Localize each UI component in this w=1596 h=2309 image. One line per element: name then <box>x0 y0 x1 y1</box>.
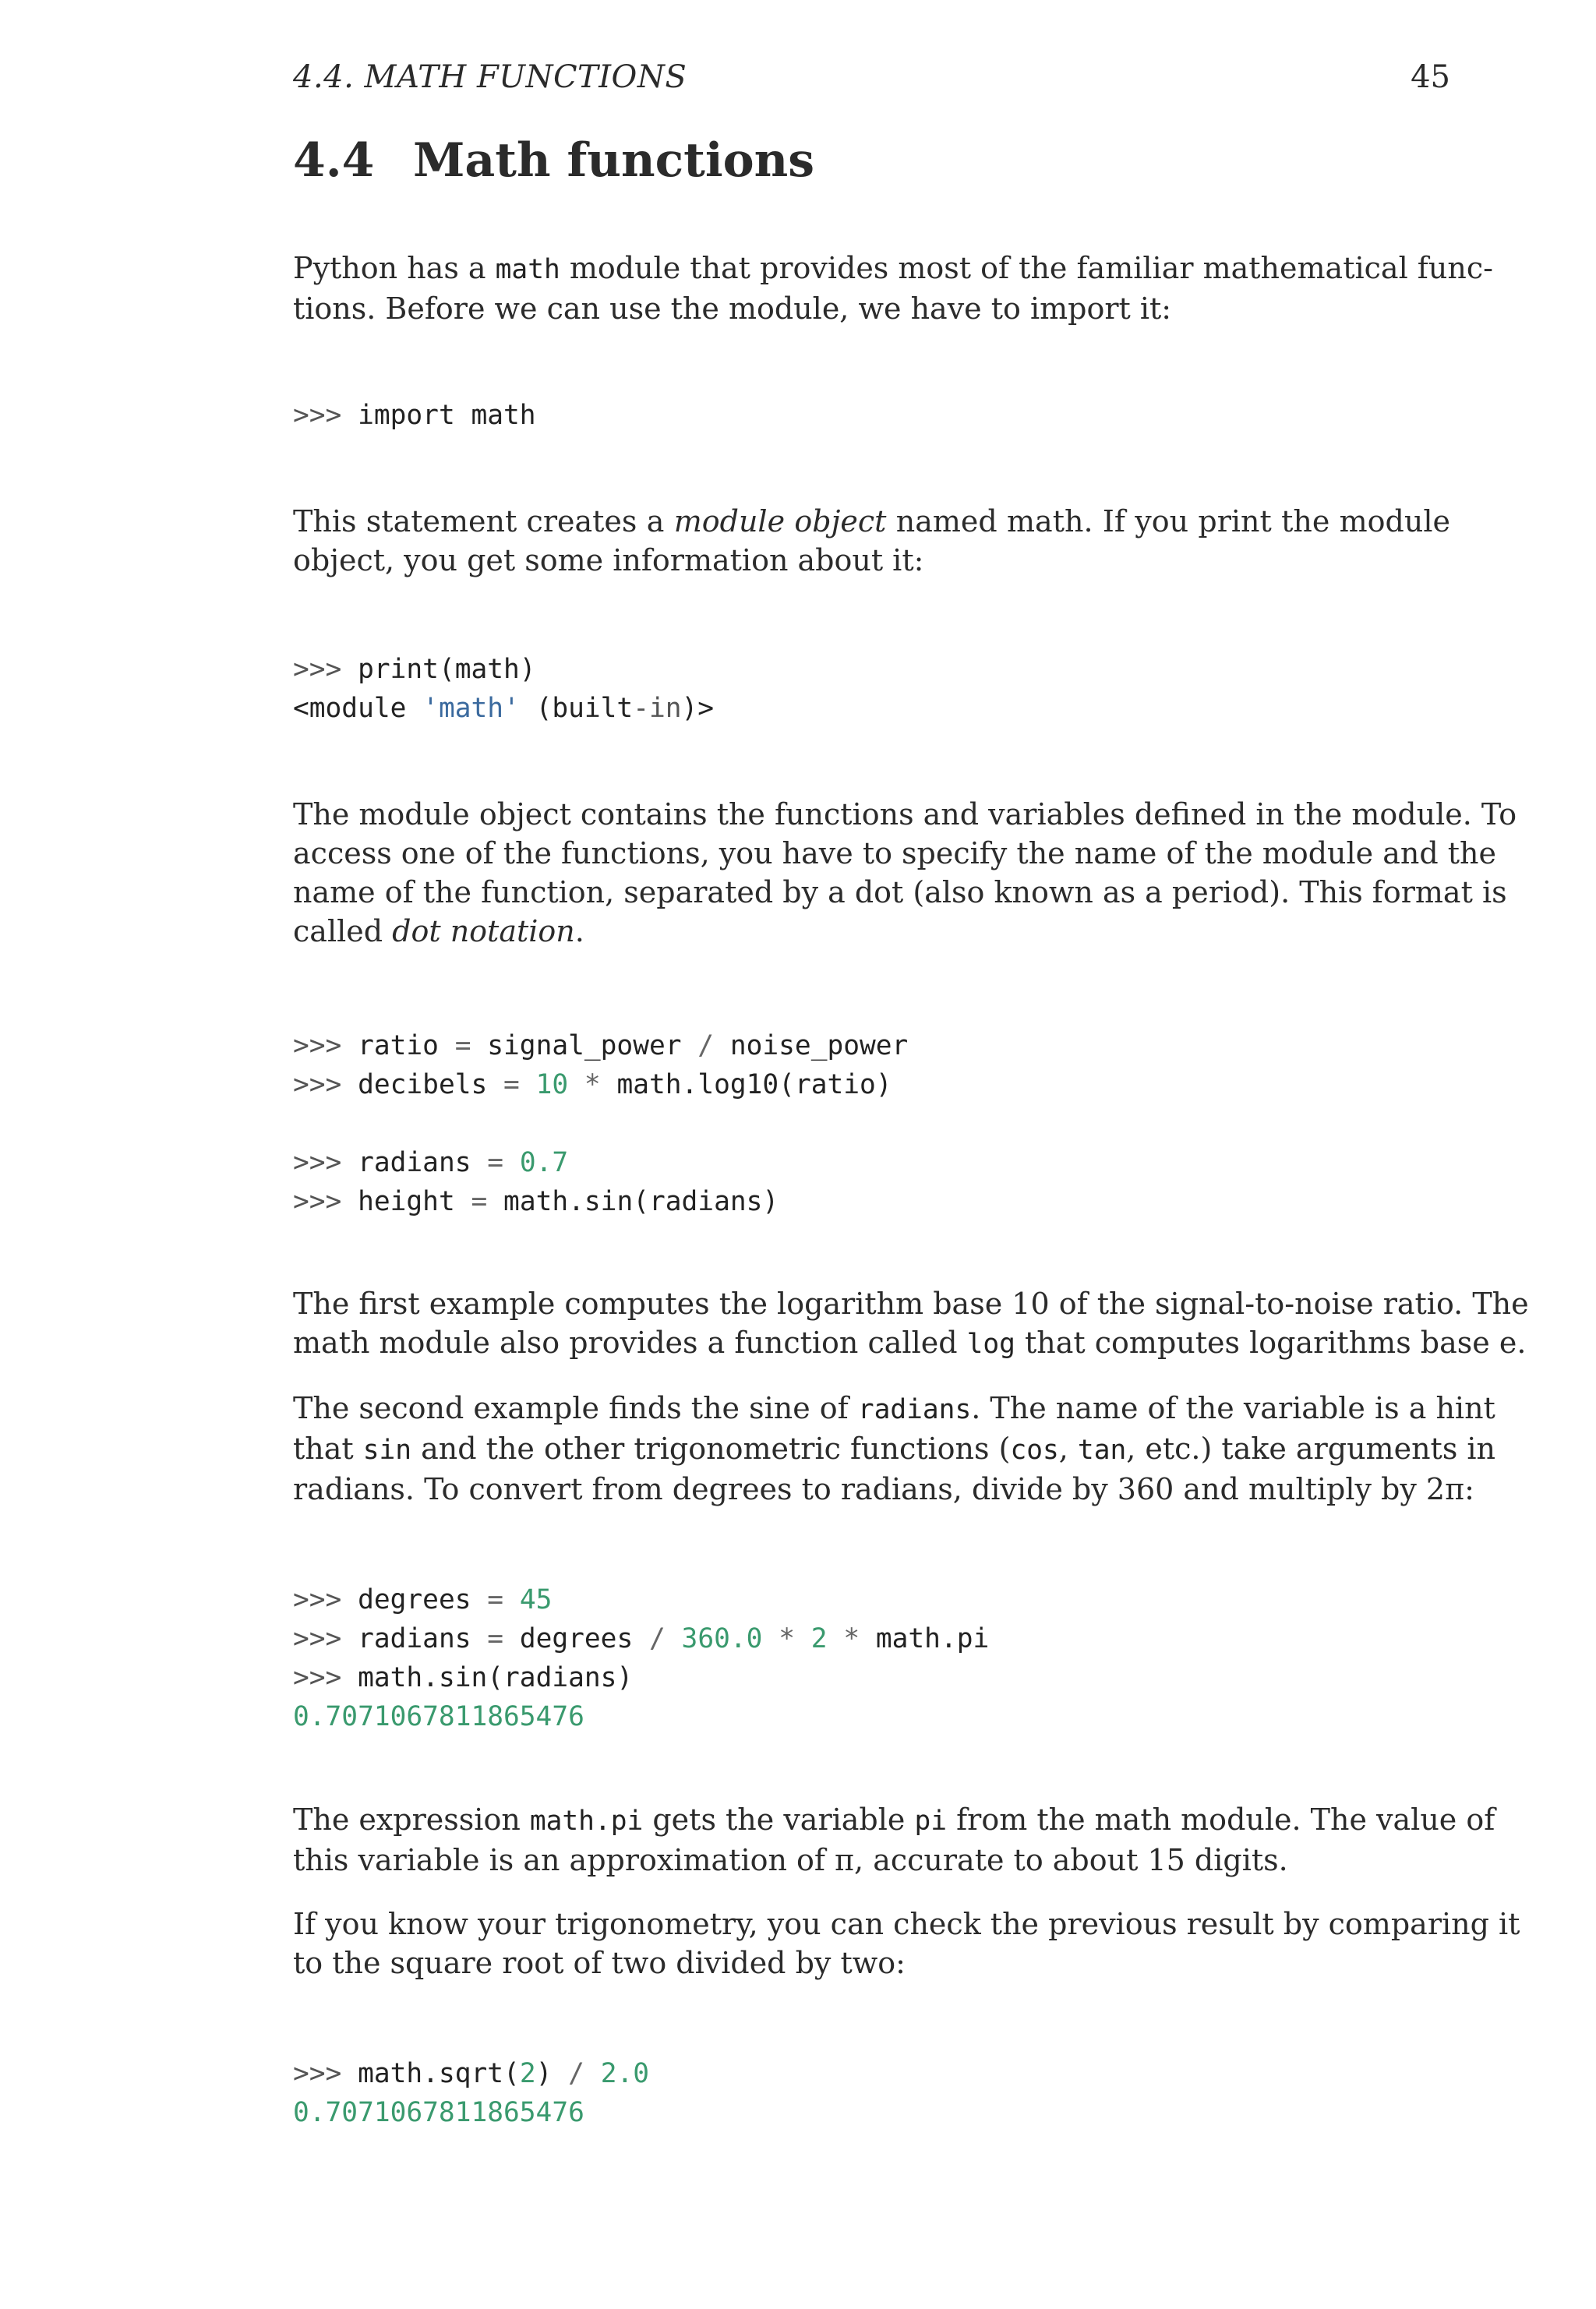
inline-code: log <box>966 1329 1015 1360</box>
code-line: <module 'math' (built-in)> <box>293 693 715 724</box>
text-line: If you know your trigonometry, you can check the previous result by comparing it <box>293 1907 1520 1941</box>
text-line: to the square root of two divided by two: <box>293 1946 906 1980</box>
code-line: >>> import math <box>293 400 536 431</box>
code-output: 0.7071067811865476 <box>293 1701 584 1732</box>
text-line: The module object contains the functions and variables defined in the module. To <box>293 797 1517 831</box>
code-line: >>> math.sin(radians) <box>293 1662 634 1693</box>
paragraph-module-object <box>293 502 1450 580</box>
inline-code: math <box>495 254 560 285</box>
code-line: >>> height = math.sin(radians) <box>293 1186 779 1217</box>
code-block-degrees <box>293 1580 1450 1736</box>
paragraph-sine <box>293 1389 1496 1509</box>
inline-code: pi <box>914 1806 948 1837</box>
code-block-import <box>293 396 1450 435</box>
section-heading <box>293 132 814 189</box>
text-line: The second example finds the sine of radians. The name of the variable is a hint <box>293 1391 1495 1425</box>
running-title: 4.4. MATH FUNCTIONS <box>293 59 687 95</box>
text-line: radians. To convert from degrees to radians, divide by 360 and multiply by 2π: <box>293 1472 1474 1506</box>
text-line: that sin and the other trigonometric functions (cos, tan, etc.) take arguments in <box>293 1432 1496 1466</box>
text-line: object, you get some information about it: <box>293 543 924 577</box>
code-block-sqrt <box>293 2054 1450 2132</box>
code-line: >>> print(math) <box>293 654 536 685</box>
page-number: 45 <box>1411 59 1450 95</box>
code-block-print-math <box>293 650 1450 728</box>
emphasis: module object <box>673 504 887 538</box>
text-line: Python has a math module that provides most of the familiar mathematical func- <box>293 251 1493 285</box>
code-line: >>> radians = degrees / 360.0 * 2 * math.pi <box>293 1623 990 1654</box>
inline-code: radians <box>857 1394 972 1425</box>
paragraph-intro <box>293 249 1493 328</box>
inline-code: sin <box>362 1435 412 1466</box>
text-line: math module also provides a function called log that computes logarithms base e. <box>293 1326 1527 1360</box>
code-line: >>> math.sqrt(2) / 2.0 <box>293 2058 650 2089</box>
code-line: >>> decibels = 10 * math.log10(ratio) <box>293 1069 892 1100</box>
code-line: >>> radians = 0.7 <box>293 1147 569 1178</box>
code-line: >>> degrees = 45 <box>293 1584 553 1615</box>
code-line <box>293 1104 1450 1143</box>
section-title: Math functions <box>413 133 815 188</box>
code-line: >>> ratio = signal_power / noise_power <box>293 1030 909 1061</box>
paragraph-trig-check <box>293 1905 1520 1982</box>
text-line: called dot notation. <box>293 914 584 948</box>
inline-code: tan <box>1077 1435 1127 1466</box>
text-line: The first example computes the logarithm base 10 of the signal-to-noise ratio. The <box>293 1287 1529 1321</box>
text-line: The expression math.pi gets the variable pi from the math module. The value of <box>293 1802 1495 1837</box>
paragraph-log <box>293 1284 1529 1364</box>
paragraph-dot-notation <box>293 795 1517 951</box>
text-line: access one of the functions, you have to specify the name of the module and the <box>293 836 1496 870</box>
running-header <box>293 58 1450 97</box>
section-number: 4.4 <box>293 133 375 188</box>
code-output: 0.7071067811865476 <box>293 2097 584 2128</box>
text-line: tions. Before we can use the module, we have to import it: <box>293 291 1172 326</box>
emphasis: dot notation <box>392 914 575 948</box>
text-line: This statement creates a module object named math. If you print the module <box>293 504 1450 538</box>
paragraph-pi <box>293 1800 1495 1880</box>
text-line: name of the function, separated by a dot (also known as a period). This format is <box>293 875 1507 909</box>
inline-code: cos <box>1010 1435 1059 1466</box>
text-line: this variable is an approximation of π, accurate to about 15 digits. <box>293 1843 1288 1877</box>
code-block-decibels-radians <box>293 1026 1450 1221</box>
inline-code: math.pi <box>529 1806 644 1837</box>
